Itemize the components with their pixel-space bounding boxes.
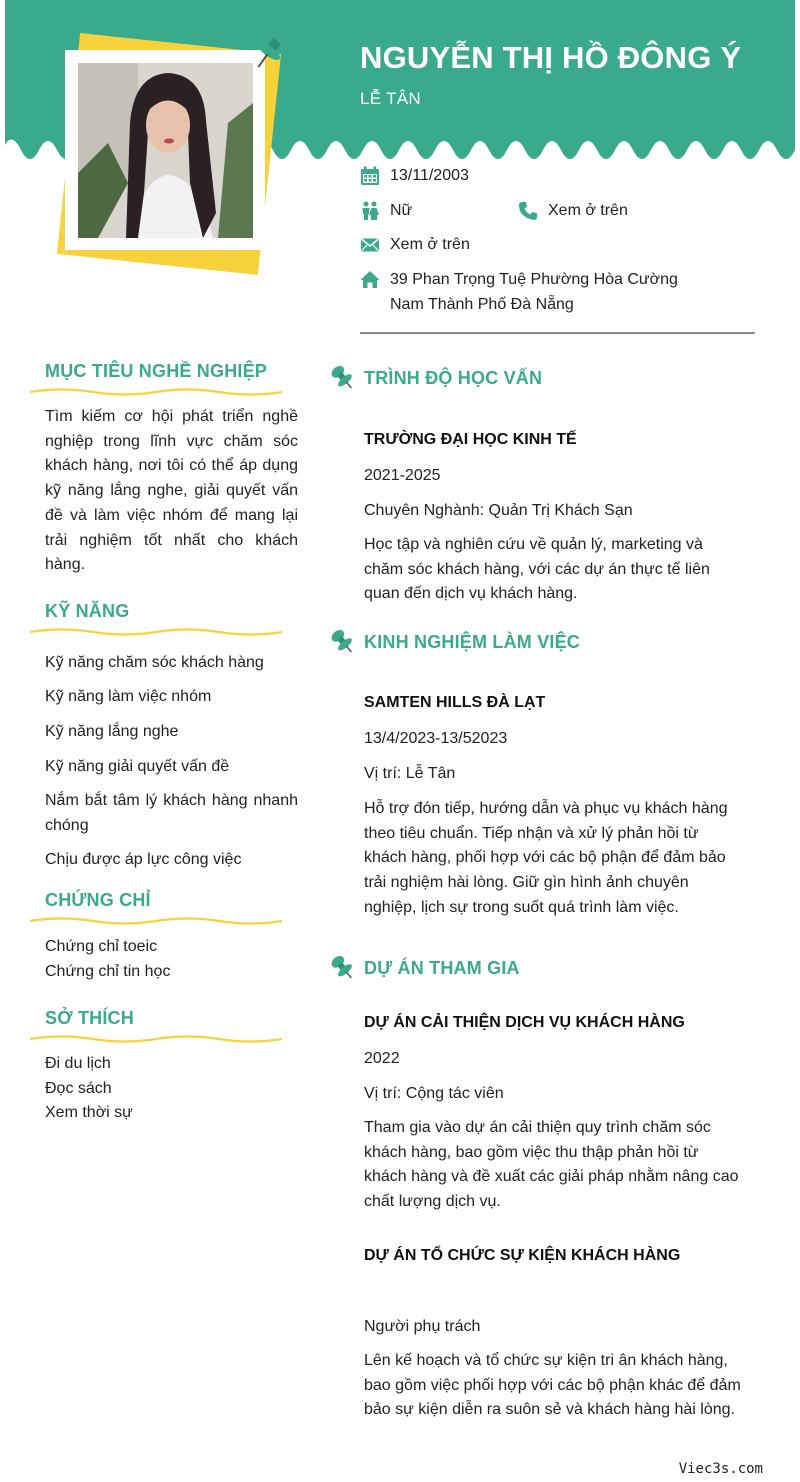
contact-divider xyxy=(360,332,755,334)
address-line1: 39 Phan Trọng Tuệ Phường Hòa Cường xyxy=(390,271,678,288)
pushpin-icon xyxy=(330,954,356,982)
contact-address xyxy=(360,270,678,317)
contact-email xyxy=(360,235,470,257)
projects-section-header xyxy=(330,954,520,982)
pushpin-icon xyxy=(330,364,356,392)
contact-birthday xyxy=(360,166,469,188)
email-icon xyxy=(360,235,380,255)
contact-gender xyxy=(360,201,412,223)
project-role: Vị trí: Cộng tác viên xyxy=(364,1085,504,1102)
gender-icon xyxy=(360,201,380,221)
experience-title: KINH NGHIỆM LÀM VIỆC xyxy=(364,631,581,652)
education-period: 2021-2025 xyxy=(364,467,441,484)
experience-section-header xyxy=(330,628,580,656)
hobby-item: Đi du lịch xyxy=(45,1055,111,1072)
education-title: TRÌNH ĐỘ HỌC VẤN xyxy=(364,367,543,388)
gender-value: Nữ xyxy=(390,202,413,219)
hobby-item: Xem thời sự xyxy=(45,1104,133,1121)
project-year: 2022 xyxy=(364,1050,400,1067)
experience-position: Vị trí: Lễ Tân xyxy=(364,765,456,782)
skill-item: Kỹ năng giải quyết vấn đề xyxy=(45,758,230,775)
skill-item: Nắm bắt tâm lý khách hàng nhanh chóng xyxy=(45,792,298,834)
career-goal-title: MỤC TIÊU NGHỀ NGHIỆP xyxy=(45,361,268,381)
education-section-header xyxy=(330,364,542,392)
certificate-item: Chứng chỉ tin học xyxy=(45,963,171,980)
certificates-title: CHỨNG CHỈ xyxy=(45,890,151,910)
hobby-item: Đọc sách xyxy=(45,1080,112,1097)
address-value xyxy=(390,267,678,317)
projects-title: DỰ ÁN THAM GIA xyxy=(364,957,520,978)
project-description: Lên kế hoạch và tổ chức sự kiện tri ân khách hàng, bao gồm việc phối hợp với các bộ phận khác để đảm bảo sự kiện diễn ra suôn sẻ và khách hàng hài lòng. xyxy=(364,1352,741,1419)
wavy-underline xyxy=(30,916,282,926)
hobbies-title: SỞ THÍCH xyxy=(45,1008,134,1028)
profile-photo xyxy=(78,63,253,238)
phone-icon xyxy=(518,201,538,221)
calendar-icon xyxy=(360,166,380,186)
project-name: DỰ ÁN CẢI THIỆN DỊCH VỤ KHÁCH HÀNG xyxy=(364,1014,685,1031)
email-value[interactable]: Xem ở trên xyxy=(390,236,470,253)
skills-title: KỸ NĂNG xyxy=(45,601,130,621)
address-line2: Nam Thành Phố Đà Nẵng xyxy=(390,296,574,313)
education-school: TRƯỜNG ĐẠI HỌC KINH TẾ xyxy=(364,431,577,448)
pushpin-icon xyxy=(250,25,292,73)
wavy-underline xyxy=(30,627,282,637)
profile-photo-block xyxy=(40,25,300,275)
wavy-underline xyxy=(30,1034,282,1044)
experience-company: SAMTEN HILLS ĐÀ LẠT xyxy=(364,694,546,711)
skill-item: Kỹ năng lắng nghe xyxy=(45,723,179,740)
birthday-value: 13/11/2003 xyxy=(390,167,469,184)
skill-item: Kỹ năng làm việc nhóm xyxy=(45,688,212,705)
certificate-item: Chứng chỉ toeic xyxy=(45,938,158,955)
phone-value[interactable]: Xem ở trên xyxy=(548,202,628,219)
skill-item: Kỹ năng chăm sóc khách hàng xyxy=(45,654,264,671)
experience-description: Hỗ trợ đón tiếp, hướng dẫn và phục vụ khách hàng theo tiêu chuẩn. Tiếp nhận và xử lý phản hồi từ khách hàng, phối hợp với các bộ phận để đảm bảo trải nghiệm hài lòng. Giữ gìn hình ảnh chuyên nghiệp, lịch sự trong suốt quá trình làm việc. xyxy=(364,800,728,916)
candidate-name: NGUYỄN THỊ HỒ ĐÔNG Ý xyxy=(360,40,742,75)
project-name: DỰ ÁN TỔ CHỨC SỰ KIỆN KHÁCH HÀNG xyxy=(364,1247,681,1264)
education-major: Chuyên Nghành: Quản Trị Khách Sạn xyxy=(364,502,633,519)
pushpin-icon xyxy=(330,628,356,656)
career-goal-text: Tìm kiếm cơ hội phát triển nghề nghiệp trong lĩnh vực chăm sóc khách hàng, nơi tôi có thể áp dụng kỹ năng lắng nghe, giải quyết vấn đề và làm việc nhóm để mang lại trải nghiệm tốt nhất cho khách hàng. xyxy=(45,408,298,574)
project-role: Người phụ trách xyxy=(364,1318,481,1335)
project-description: Tham gia vào dự án cải thiện quy trình chăm sóc khách hàng, bao gồm việc thu thập phản hồi từ khách hàng và đề xuất các giải pháp nhằm nâng cao chất lượng dịch vụ. xyxy=(364,1119,739,1211)
skill-item: Chịu được áp lực công việc xyxy=(45,851,242,868)
education-description: Học tập và nghiên cứu về quản lý, marketing và chăm sóc khách hàng, với các dự án thực tế liên quan đến dịch vụ khách hàng. xyxy=(364,536,710,603)
experience-period: 13/4/2023-13/52023 xyxy=(364,730,508,747)
candidate-job-title: LỄ TÂN xyxy=(360,89,422,108)
footer-brand: Viec3s.com xyxy=(678,1461,763,1477)
home-icon xyxy=(360,270,380,290)
wavy-underline xyxy=(30,387,282,397)
contact-phone xyxy=(518,201,628,223)
